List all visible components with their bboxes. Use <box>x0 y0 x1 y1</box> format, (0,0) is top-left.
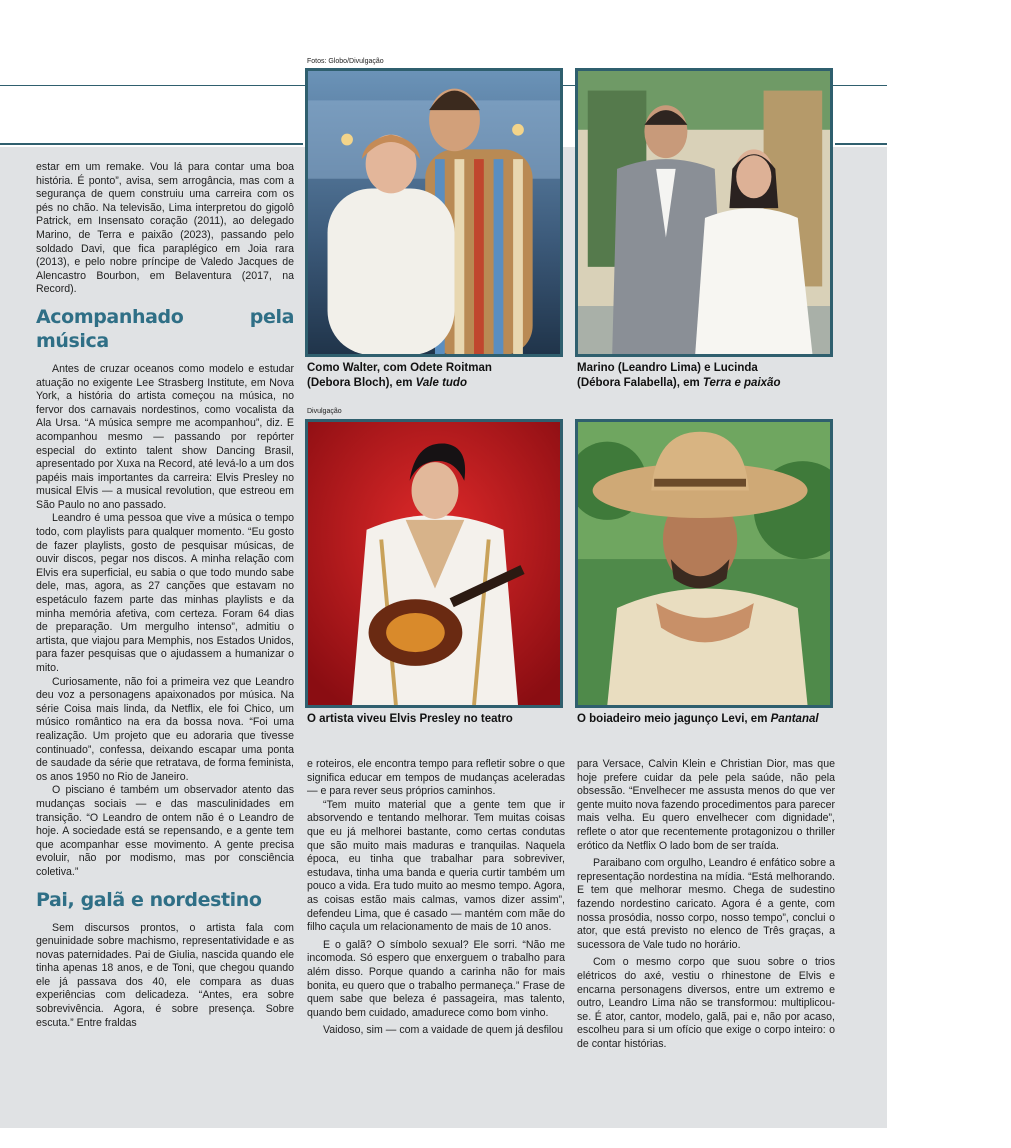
caption-line-1: O boiadeiro meio jagunço Levi, em <box>577 713 771 725</box>
article-column-2 <box>307 758 565 1038</box>
section-heading-pai: Pai, galã e nordestino <box>36 888 262 911</box>
section-heading-music: Acompanhado pela música <box>36 305 294 352</box>
caption-line-1: Como Walter, com Odete Roitman <box>307 362 492 374</box>
panel-rule-right <box>835 143 887 145</box>
caption-line-2: (Debora Bloch), em <box>307 377 416 389</box>
caption-show: Pantanal <box>770 713 819 725</box>
paragraph: para Versace, Calvin Klein e Christian Dior, mas que hoje prefere cuidar da pele pela saúde, não pela obsessão. “Envelhecer me assusta menos do que ver gente muito nova fazendo procedimentos para parecer mais velha. Eu quero envelhecer com dignidade”, reflete o ator que recentemente protagonizou o thriller erótico da Netflix O lado bom de ser traída. <box>577 758 835 852</box>
caption-line-1: O artista viveu Elvis Presley no teatro <box>307 713 513 725</box>
caption-walter-odete <box>307 361 563 391</box>
paragraph: Paraibano com orgulho, Leandro é enfático sobre a representação nordestina na mídia. “Está melhorando. E tem que melhorar mesmo. Chega de sudestino fazendo nordestino caricato. Agora é a gente, com nossa prosódia, nosso corpo, nosso tempo”, conclui o ator, que está previsto no elenco de Três graças, a sucessora de Vale tudo no horário. <box>577 857 835 951</box>
caption-marino-lucinda <box>577 361 833 391</box>
caption-show: Vale tudo <box>415 377 467 389</box>
paragraph: Antes de cruzar oceanos como modelo e estudar atuação no exigente Lee Strasberg Institute, em Nova York, a história do artista começou na música, no fervor dos carnavais nordestinos, como vocalista da Ala Ursa. “A música sempre me acompanhou”, diz. E acompanhou mesmo — passando por repórter especial do extinto talent show Dancing Brasil, apresentado por Xuxa na Record, até levá-lo a um dos papéis mais importantes da carreira: Elvis Presley no musical Elvis — a musical revolution, que estreou em São Paulo no ano passado. <box>36 362 294 511</box>
caption-line-2: (Débora Falabella), em <box>577 377 703 389</box>
paragraph: Vaidoso, sim — com a vaidade de quem já desfilou <box>323 1024 564 1037</box>
caption-levi <box>577 712 833 727</box>
photo-credit-middle: Divulgação <box>307 408 342 415</box>
paragraph: Com o mesmo corpo que suou sobre o trios elétricos do axé, vestiu o rhinestone de Elvis e encarna personagens diversos, entre um extremo e outro, Leandro Lima não se transformou: multiplicou-se. É ator, cantor, modelo, galã, pai e, não por acaso, escolheu para si um ofício que exige o corpo inteiro: o de contar histórias. <box>577 956 835 1050</box>
photo-elvis <box>305 419 563 708</box>
photo-credit-top: Fotos: Globo/Divulgação <box>307 58 384 65</box>
article-column-1 <box>36 161 294 1030</box>
paragraph: E o galã? O símbolo sexual? Ele sorri. “Não me incomoda. Só espero que enxerguem o trabalho para além disso. Porque quando a carinha não for mais bonita, eu quero que o trabalho permaneça.” Frase de quem sabe que beleza é passageira, mas talento, quando bem cuidado, amadurece como bom vinho. <box>307 938 565 1019</box>
caption-line-1: Marino (Leandro Lima) e Lucinda <box>577 362 758 374</box>
paragraph: Leandro é uma pessoa que vive a música o tempo todo, com playlists para qualquer momento. “Eu gosto de fazer playlists, gosto de pesquisar músicas, de ouvir discos, pegar nos discos. A minha relação com Elvis era superficial, eu sabia o que todo mundo sabe dele, mas, agora, as 27 canções que estavam no espetáculo fazem parte das minhas playlists e da minha memória afetiva, com certeza. Foram 64 dias de preparação. Um mergulho intenso”, admitiu o artista, que viajou para Memphis, nos Estados Unidos, para fazer pesquisas que o ajudassem a humanizar o mito. <box>36 512 294 674</box>
paragraph: “Tem muito material que a gente tem que ir absorvendo e tentando melhorar. Tem muitas coisas que eu já melhorei bastante, como certas condutas que são muito mais maduras e tranquilas. Naquela época, eu tinha que trabalhar para sobreviver, estudava, tinha uma banda e queria curtir também um pouco a vida. Era tudo muito ao mesmo tempo. Agora, as coisas estão mais calmas, vamos dizer assim”, defendeu Lima, que é casado — mantém com mãe do filho caçula um relacionamento de mais de 10 anos. <box>307 798 565 934</box>
photo-levi <box>575 419 833 708</box>
photo-walter-odete <box>305 68 563 357</box>
caption-show: Terra e paixão <box>702 377 781 389</box>
paragraph: O pisciano é também um observador atento das mudanças sociais — e das masculinidades em transição. “O Leandro de ontem não é o Leandro de hoje. A sociedade está se repensando, e a gente tem que acompanhar esse movimento. A gente precisa evoluir, não por modismo, mas por consciência coletiva.” <box>36 784 294 878</box>
paragraph: Curiosamente, não foi a primeira vez que Leandro deu voz a personagens apaixonados por música. Na série Coisa mais linda, da Netflix, ele foi Chico, um músico romântico na era da bossa nova. “Foi uma realização. Um projeto que eu adoraria que tivesse continuado”, confessa, deixando escapar uma ponta de saudade da série que retratava, de forma feminista, os anos 1950 no Rio de Janeiro. <box>36 675 294 783</box>
caption-elvis <box>307 712 563 727</box>
paragraph: Sem discursos prontos, o artista fala com genuinidade sobre machismo, representatividade e as novas paternidades. Pai de Giulia, nascida quando ele tinha apenas 18 anos, e de Toni, que chegou quando ele já passava dos 40, ele compara as duas experiências com delicadeza. “Antes, era sobre sobrevivência. Agora, é sobre presença. Sobre escuta.” Entre fraldas <box>36 921 294 1029</box>
panel-rule-left <box>0 143 303 145</box>
paragraph: e roteiros, ele encontra tempo para refletir sobre o que significa educar em tempos de mudanças aceleradas — e para rever seus próprios caminhos. <box>307 758 565 798</box>
article-column-3 <box>577 758 835 1051</box>
photo-marino-lucinda <box>575 68 833 357</box>
paragraph-intro: estar em um remake. Vou lá para contar uma boa história. É ponto”, avisa, sem arrogância, mas com a segurança de quem construiu uma carreira com os pés no chão. Na televisão, Lima interpretou do gigolô Patrick, em Insensato coração (2011), ao delegado Marino, de Terra e paixão (2023), passando pelo soldado Davi, que fica paraplégico em Joia rara (2013), e pelo nobre príncipe de Valedo Jacques de Alencastro Bourbon, em Belaventura (2017, na Record). <box>36 161 294 296</box>
